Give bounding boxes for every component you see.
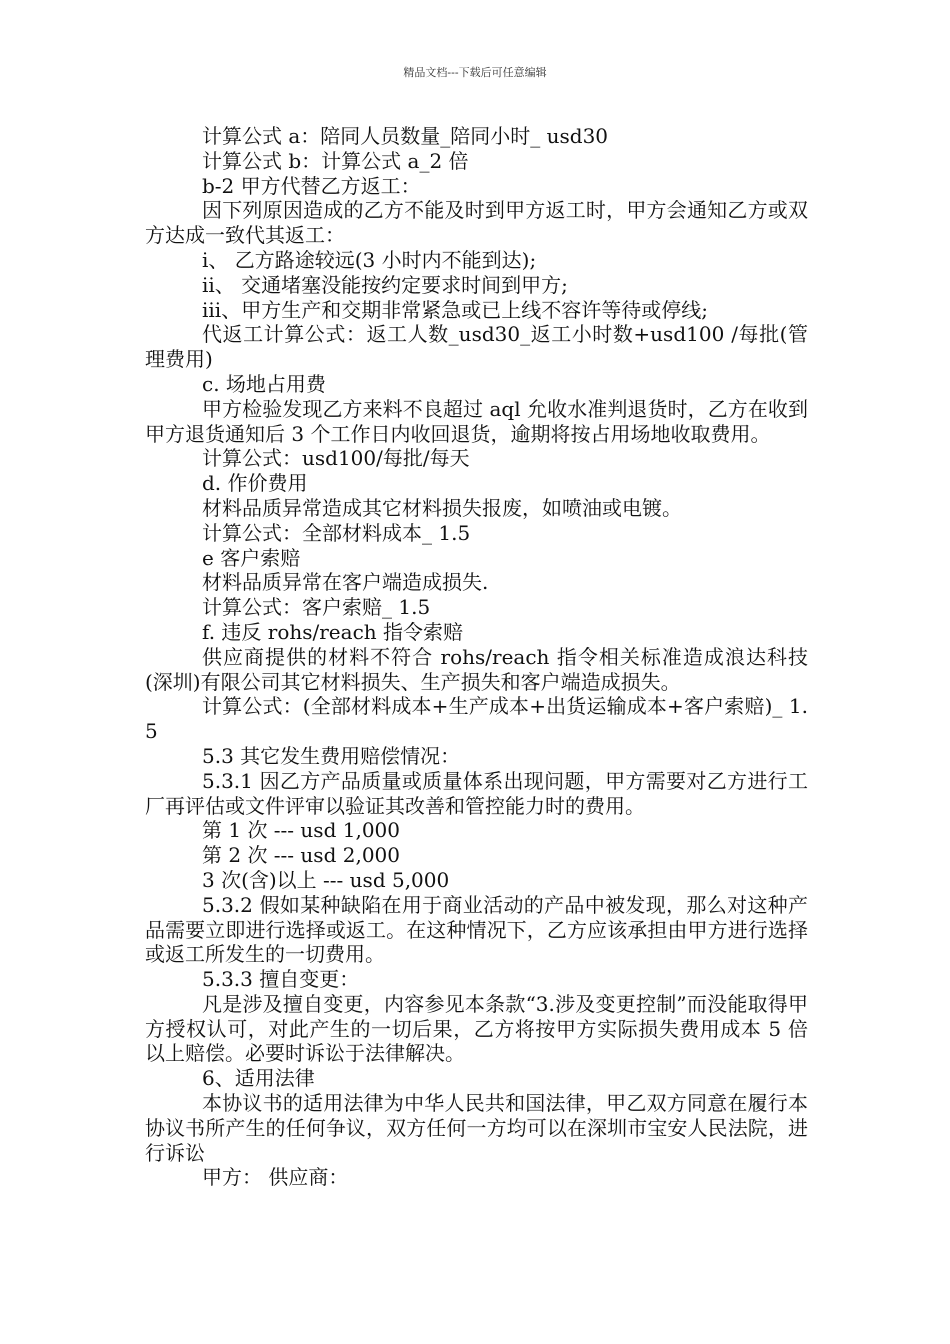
paragraph: 甲方检验发现乙方来料不良超过 aql 允收水准判退货时，乙方在收到甲方退货通知后 3 个工作日内收回退货，逾期将按占用场地收取费用。 <box>145 396 808 446</box>
page-header: 精品文档---下载后可任意编辑 <box>403 66 547 79</box>
paragraph: 本协议书的适用法律为中华人民共和国法律，甲乙双方同意在履行本协议书所产生的任何争议，双方任何一方均可以在深圳市宝安人民法院，进行诉讼 <box>145 1091 808 1165</box>
signature-line: 甲方： 供应商： <box>202 1165 349 1190</box>
list-item: i、 乙方路途较远(3 小时内不能到达); <box>202 247 537 272</box>
paragraph-formula: 计算公式：全部材料成本_ 1.5 <box>202 520 471 545</box>
list-item: ii、 交通堵塞没能按约定要求时间到甲方; <box>202 272 568 297</box>
paragraph: 供应商提供的材料不符合 rohs/reach 指令相关标准造成浪达科技(深圳)有限公司其它材料损失、生产损失和客户端造成损失。 <box>145 644 808 694</box>
paragraph-heading-5-3: 5.3 其它发生费用赔偿情况： <box>202 743 461 768</box>
paragraph-formula-a: 计算公式 a：陪同人员数量_陪同小时_ usd30 <box>202 124 609 148</box>
paragraph-formula: 计算公式：usd100/每批/每天 <box>202 446 470 471</box>
paragraph: 5.3.1 因乙方产品质量或质量体系出现问题，甲方需要对乙方进行工厂再评估或文件评审以验证其改善和管控能力时的费用。 <box>145 768 808 818</box>
paragraph-heading-e: e 客户索赔 <box>202 545 301 570</box>
list-item: 第 2 次 --- usd 2,000 <box>202 843 400 868</box>
paragraph: 材料品质异常在客户端造成损失. <box>202 570 489 595</box>
paragraph-heading-f: f. 违反 rohs/reach 指令索赔 <box>202 619 464 644</box>
paragraph-formula-b: 计算公式 b：计算公式 a_2 倍 <box>202 148 469 173</box>
paragraph: 因下列原因造成的乙方不能及时到甲方返工时，甲方会通知乙方或双方达成一致代其返工： <box>145 198 808 248</box>
document-body <box>145 124 808 1190</box>
paragraph: 5.3.2 假如某种缺陷在用于商业活动的产品中被发现，那么对这种产品需要立即进行选择或返工。在这种情况下，乙方应该承担由甲方进行选择或返工所发生的一切费用。 <box>145 892 808 967</box>
paragraph-heading-b2: b-2 甲方代替乙方返工： <box>202 173 421 198</box>
paragraph-heading-6: 6、适用法律 <box>202 1066 315 1091</box>
list-item: iii、甲方生产和交期非常紧急或已上线不容许等待或停线; <box>202 297 708 322</box>
list-item: 第 1 次 --- usd 1,000 <box>202 818 400 843</box>
list-item: 3 次(含)以上 --- usd 5,000 <box>202 867 450 892</box>
paragraph: 材料品质异常造成其它材料损失报废，如喷油或电镀。 <box>202 495 682 520</box>
paragraph: 凡是涉及擅自变更，内容参见本条款“3.涉及变更控制”而没能取得甲方授权认可，对此产生的一切后果，乙方将按甲方实际损失费用成本 5 倍以上赔偿。必要时诉讼于法律解决。 <box>145 991 808 1066</box>
paragraph-formula: 计算公式：(全部材料成本+生产成本+出货运输成本+客户索赔)_ 1.5 <box>145 694 808 744</box>
paragraph-heading-d: d. 作价费用 <box>202 471 308 496</box>
paragraph-heading-5-3-3: 5.3.3 擅自变更： <box>202 967 360 992</box>
paragraph-formula: 计算公式：客户索赔_ 1.5 <box>202 595 431 620</box>
paragraph-formula: 代返工计算公式：返工人数_usd30_返工小时数+usd100 /每批(管理费用) <box>145 322 808 372</box>
paragraph-heading-c: c. 场地占用费 <box>202 371 326 396</box>
